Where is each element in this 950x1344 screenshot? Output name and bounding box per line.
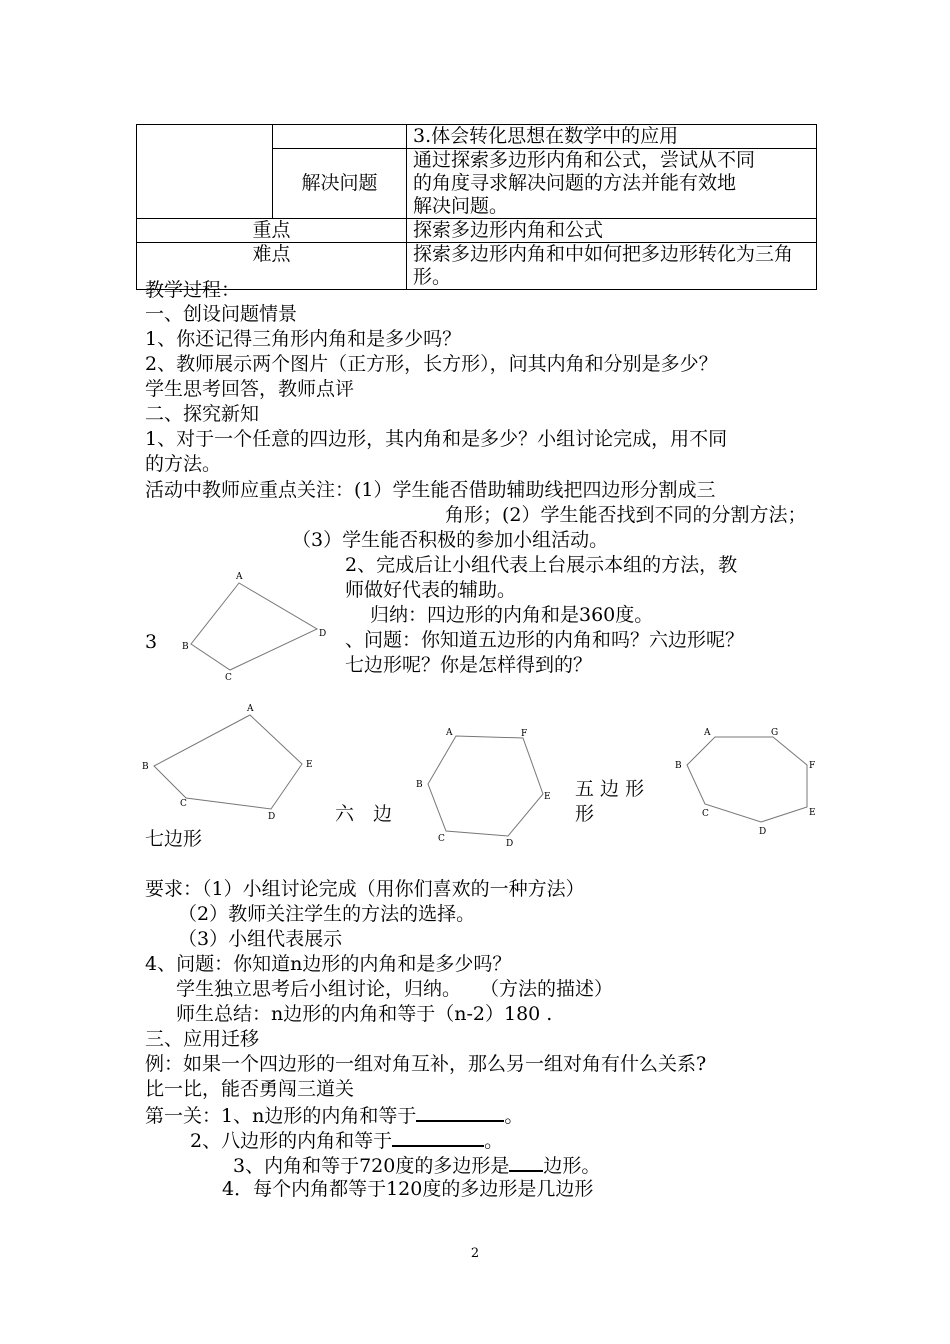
question-line: 2、八边形的内角和等于 。 [190,1127,503,1153]
text-line: 师生总结：n边形的内角和等于（n-2）180 . [176,1003,553,1025]
text-line: 归纳：四边形的内角和是360度。 [370,604,654,626]
question-line: 第一关：1、n边形的内角和等于 。 [145,1102,523,1128]
svg-text:D: D [759,827,767,837]
page-number: 2 [470,1246,480,1261]
table-cell: 通过探索多边形内角和公式，尝试从不同 的角度寻求解决问题的方法并能有效地 解决问题。 [407,149,817,219]
text-line: 要求：（1）小组讨论完成（用你们喜欢的一种方法） [145,878,585,900]
svg-text:A: A [247,704,254,714]
text-line: 4、问题：你知道n边形的内角和是多少吗？ [145,953,512,975]
svg-text:C: C [180,799,187,809]
table-label: 重点 [137,219,407,243]
hexagon-figure [410,722,570,847]
quadrilateral-figure [180,570,330,685]
answer-blank[interactable] [416,1102,504,1122]
svg-text:B: B [182,642,189,652]
figure-label: 六 边 [335,803,393,825]
text-line: （3）小组代表展示 [178,928,343,950]
section-heading: 三、应用迁移 [145,1028,260,1050]
text-line: （3）学生能否积极的参加小组活动。 [292,529,609,551]
text-line: 、问题：你知道五边形的内角和吗？六边形呢？ [345,629,745,651]
section-heading: 二、探究新知 [145,403,260,425]
text-line: 1、对于一个任意的四边形，其内角和是多少？小组讨论完成，用不同 [145,428,728,450]
table-label: 解决问题 [273,149,407,219]
svg-text:E: E [809,808,816,818]
text-line: （2）教师关注学生的方法的选择。 [178,903,476,925]
svg-text:D: D [319,629,327,639]
figure-label: 五 边 形 [575,778,645,800]
figure-label: 七边形 [145,828,203,850]
table-row [137,125,817,149]
svg-text:B: B [416,780,423,790]
text-line: 学生思考回答，教师点评 [145,378,355,400]
text-line: 例：如果一个四边形的一组对角互补，那么另一组对角有什么关系? [145,1053,707,1075]
svg-text:E: E [306,760,313,770]
svg-text:E: E [544,792,551,802]
section-heading: 一、创设问题情景 [145,303,298,325]
svg-text:A: A [704,728,711,738]
text-line: 角形；(2）学生能否找到不同的分割方法； [445,504,807,526]
svg-text:F: F [809,761,816,771]
svg-text:D: D [268,812,276,822]
question-line: 3、内角和等于720度的多边形是 边形。 [233,1152,600,1178]
table-label: 难点 [137,243,407,290]
table-row [137,219,817,243]
svg-text:C: C [438,834,445,844]
text-line: 的方法。 [145,453,222,475]
text-line: 2、完成后让小组代表上台展示本组的方法，教 [345,554,738,576]
text-line: 学生独立思考后小组讨论，归纳。 （方法的描述） [176,978,614,1000]
figure-label: 形 [575,803,595,825]
svg-text:D: D [506,839,514,849]
table-cell: 探索多边形内角和中如何把多边形转化为三角形。 [407,243,817,290]
text-line: 1、你还记得三角形内角和是多少吗？ [145,328,462,350]
svg-text:A: A [446,728,453,738]
svg-text:F: F [521,729,528,739]
table-cell: 探索多边形内角和公式 [407,219,817,243]
svg-text:C: C [702,809,709,819]
svg-text:C: C [225,673,232,683]
text-line: 师做好代表的辅助。 [345,579,517,601]
pentagon-figure [140,700,320,825]
svg-text:B: B [142,762,149,772]
svg-text:G: G [771,728,779,738]
text-line: 2、教师展示两个图片（正方形，长方形），问其内角和分别是多少？ [145,353,718,375]
text-line: 比一比，能否勇闯三道关 [145,1078,355,1100]
answer-blank[interactable] [392,1127,484,1147]
heptagon-figure [670,722,830,840]
text-line: 七边形呢？你是怎样得到的？ [345,654,593,676]
question-line: 4．每个内角都等于120度的多边形是几边形 [222,1178,594,1200]
svg-text:A: A [236,572,243,582]
objectives-table [136,124,817,290]
answer-blank[interactable] [509,1152,543,1172]
table-cell: 3.体会转化思想在数学中的应用 [407,125,817,149]
text-line: 3 [145,631,158,653]
text-line: 教学过程： [145,279,241,301]
svg-text:B: B [675,761,682,771]
text-line: 活动中教师应重点关注：(1）学生能否借助辅助线把四边形分割成三 [145,479,716,501]
